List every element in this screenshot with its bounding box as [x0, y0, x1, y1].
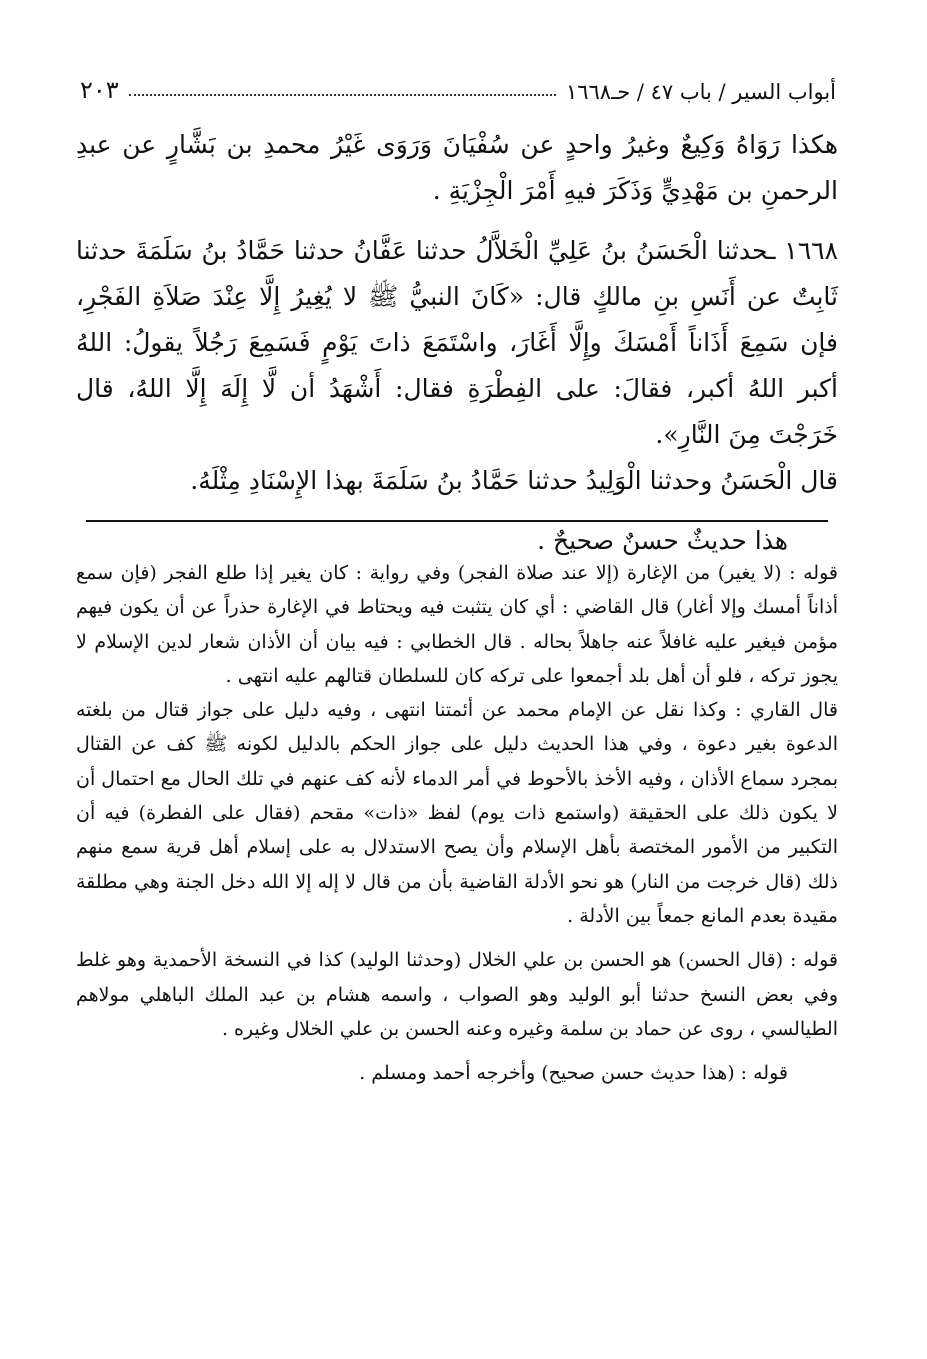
commentary-paragraph-4: قوله : (هذا حديث حسن صحيح) وأخرجه أحمد ومسلم .	[359, 1062, 788, 1085]
page-number: ٢٠٣	[80, 76, 119, 104]
main-paragraph-3: قال الْحَسَنُ وحدثنا الْوَلِيدُ حدثنا حَمَّادُ بنُ سَلَمَةَ بهذا الإِسْنَادِ مِثْلَهُ.	[190, 466, 838, 495]
dotted-leader	[129, 94, 556, 96]
commentary-paragraph-1: قوله : (لا يغير) من الإغارة (إلا عند صلاة الفجر) وفي رواية : كان يغير إذا طلع الفجر (فإن سمع أذاناً أمسك وإلا أغار) قال القاضي : أي كان يتثبت فيه ويحتاط في الإغارة حذراً عن أن يكون فيهم مؤمن فيغير عليه غافلاً عنه جاهلاً بحاله . قال الخطابي : فيه بيان أن الأذان شعار لدين الإسلام لا يجوز تركه ، فلو أن أهل بلد أجمعوا على تركه كان للسلطان قتالهم عليه انتهى .	[76, 562, 838, 687]
running-header	[80, 64, 836, 104]
commentary-paragraph-2: قال القاري : وكذا نقل عن الإمام محمد عن أئمتنا انتهى ، وفيه دليل على جواز قتال من بلغته الدعوة بغير دعوة ، وفي هذا الحديث دليل على جواز الحكم بالدليل لكونه ﷺ كف عن القتال بمجرد سماع الأذان ، وفيه الأخذ بالأحوط في أمر الدماء لأنه كف عنهم في تلك الحال مع احتمال أن لا يكون ذلك على الحقيقة (واستمع ذات يوم) لفظ «ذات» مقحم (فقال على الفطرة) فيه أن التكبير من الأمور المختصة بأهل الإسلام وأن يصح الاستدلال به على إسلام أهل قرية سمع منهم ذلك (قال خرجت من النار) هو نحو الأدلة القاضية بأن من قال لا إله إلا الله دخل الجنة وهي مطلقة مقيدة بعدم المانع جمعاً بين الأدلة .	[76, 699, 838, 927]
commentary-paragraph-3: قوله : (قال الحسن) هو الحسن بن علي الخلال (وحدثنا الوليد) كذا في النسخة الأحمدية وهو غلط وفي بعض النسخ حدثنا أبو الوليد وهو الصواب ، واسمه هشام بن عبد الملك الباهلي مولاهم الطيالسي ، روى عن حماد بن سلمة وغيره وعنه الحسن بن علي الخلال وغيره .	[76, 949, 838, 1040]
hadith-1668: ١٦٦٨ ـحدثنا الْحَسَنُ بنُ عَلِيِّ الْخَلاَّلُ حدثنا عَفَّانُ حدثنا حَمَّادُ بنُ سَلَمَةَ حدثنا ثَابِتٌ عن أَنَسِ بنِ مالكٍ قال: «كَانَ النبيُّ ﷺ لا يُغِيرُ إِلَّا عِنْدَ صَلاَةِ الفَجْرِ، فإن سَمِعَ أَذَاناً أَمْسَكَ وإِلَّا أَغَارَ، واسْتَمَعَ ذاتَ يَوْمٍ فَسَمِعَ رَجُلاً يقولُ: اللهُ أكبر اللهُ أكبر، فقالَ: على الفِطْرَةِ فقال: أَشْهَدُ أن لَّا إِلَهَ إِلَّا اللهُ، قال خَرَجْتَ مِنَ النَّارِ».	[76, 236, 838, 449]
footnote-divider	[86, 520, 828, 522]
commentary-text	[76, 556, 838, 1090]
hadith-ruling: هذا حديثٌ حسنٌ صحيحٌ .	[537, 526, 788, 555]
main-paragraph-1: هكذا رَوَاهُ وَكِيعٌ وغيرُ واحدٍ عن سُفْيَانَ وَرَوَى غَيْرُ محمدِ بن بَشَّارٍ عن عبدِ الرحمنِ بن مَهْدِيٍّ وَذَكَرَ فيهِ أَمْرَ الْجِزْيَةِ .	[76, 130, 838, 205]
chapter-reference: أبواب السير / باب ٤٧ / حـ١٦٦٨	[565, 80, 836, 104]
hadith-text	[76, 122, 838, 564]
